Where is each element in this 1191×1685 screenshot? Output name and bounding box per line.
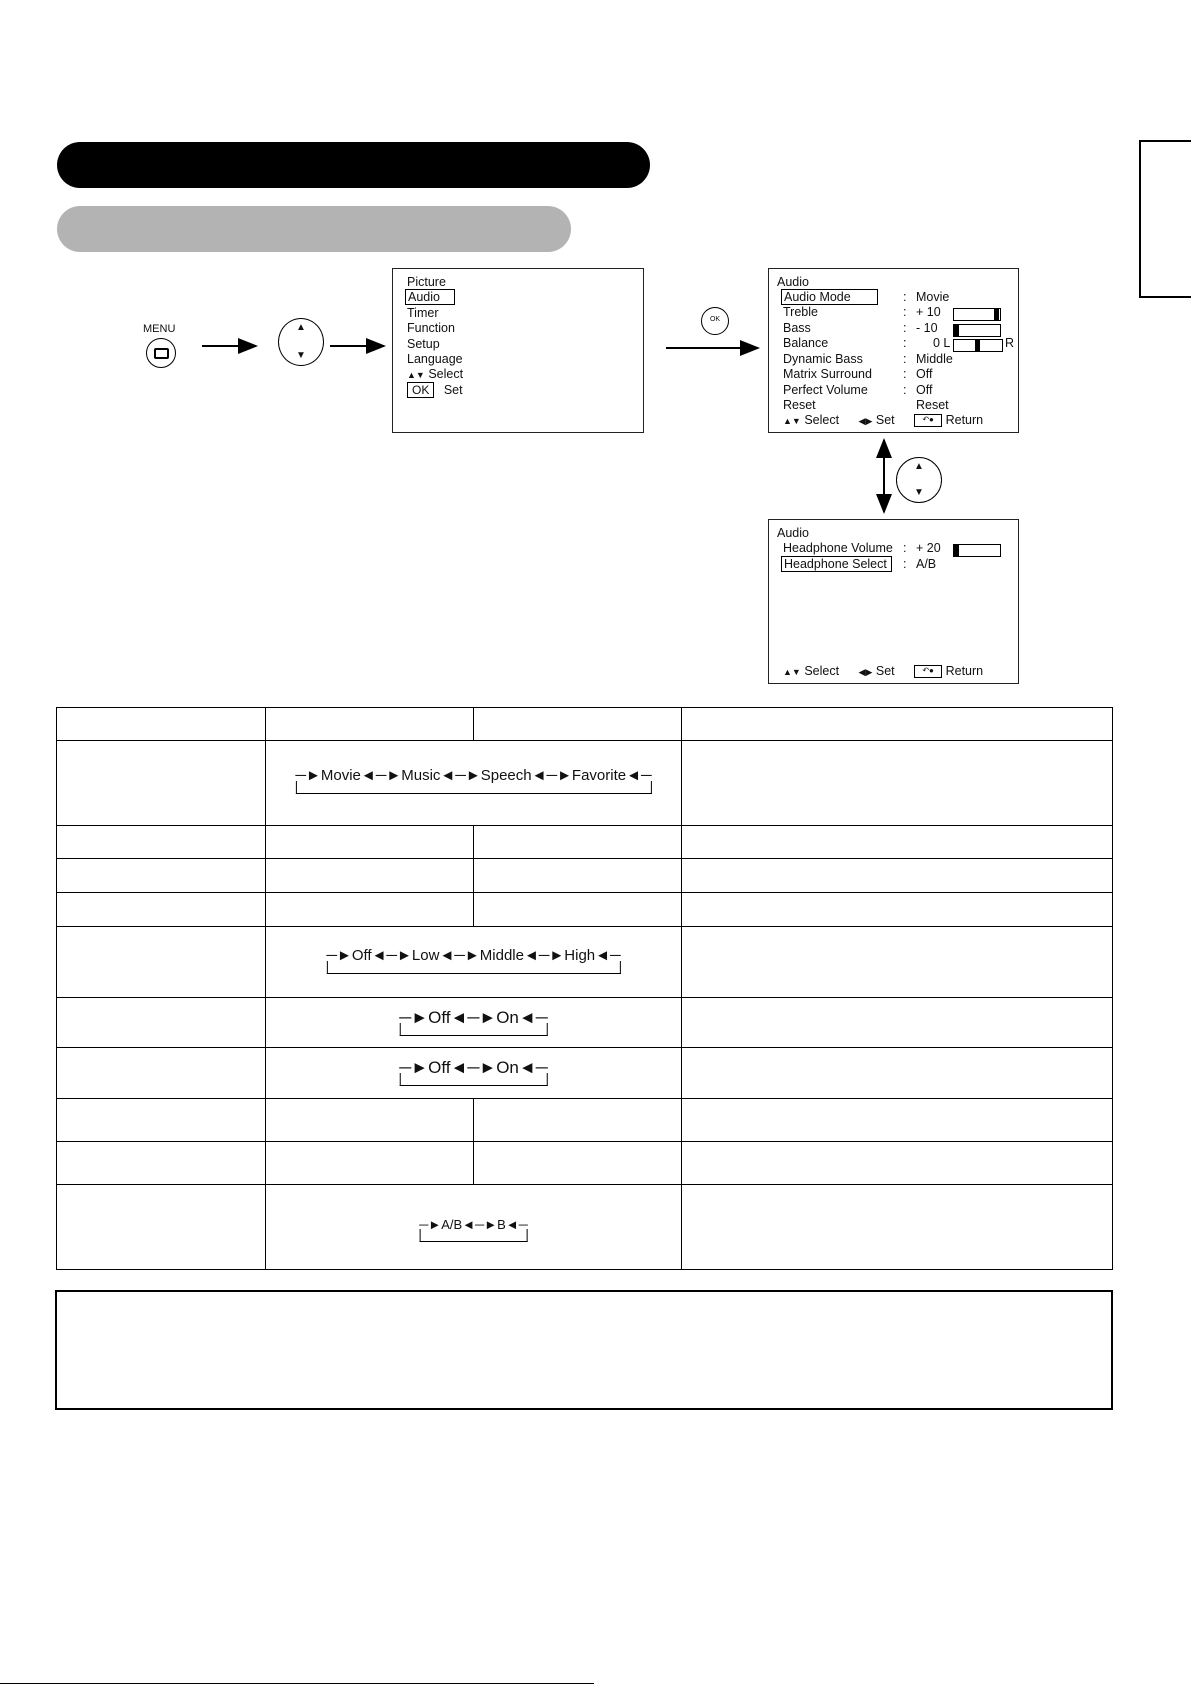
table-row-dynamic-bass <box>57 927 1113 998</box>
footer-return: Return <box>945 664 984 678</box>
table-row-headphone-select <box>57 1185 1113 1270</box>
up-arrow-icon: ▲ <box>296 322 306 333</box>
row-sep: : <box>903 383 907 397</box>
footer-select: Select <box>804 664 840 678</box>
hint-set: Set <box>443 383 463 397</box>
row-bass-label[interactable]: Bass <box>783 321 811 335</box>
audio-menu-title: Audio <box>777 526 809 540</box>
cycle-item: Middle <box>479 947 524 964</box>
row-sep: : <box>903 367 907 381</box>
cycle-arrow-back-icon: ◄─ <box>595 947 621 964</box>
return-key-icon: ↶● <box>914 414 942 427</box>
row-matrix-surround-label[interactable]: Matrix Surround <box>783 367 872 381</box>
left-right-icon: ◀▶ <box>858 416 873 426</box>
row-sep: : <box>903 336 907 350</box>
return-key-icon: ↶● <box>914 665 942 678</box>
cycle-item: High <box>564 947 596 964</box>
row-sep: : <box>903 557 907 571</box>
perfect-volume-cycle <box>399 1058 548 1078</box>
hint-select: Select <box>428 367 464 381</box>
cycle-item: B <box>497 1217 506 1232</box>
cycle-loop-line <box>326 961 620 974</box>
left-right-icon: ◀▶ <box>858 667 873 677</box>
audio-menu-title: Audio <box>777 275 809 289</box>
cycle-item: On <box>496 1058 519 1077</box>
menu-item-timer[interactable]: Timer <box>407 306 439 320</box>
row-sep: : <box>903 541 907 555</box>
menu-button-label: MENU <box>143 323 176 335</box>
row-balance-label[interactable]: Balance <box>783 336 829 350</box>
row-audio-mode-value: Movie <box>916 290 950 304</box>
cycle-item: Speech <box>480 767 532 784</box>
down-arrow-icon: ▼ <box>914 487 924 498</box>
cycle-item: Movie <box>320 767 361 784</box>
up-down-button[interactable] <box>278 318 324 366</box>
row-sep: : <box>903 305 907 319</box>
up-down-icon: ▲▼ <box>783 416 801 426</box>
table-row-perfect-volume <box>57 1048 1113 1099</box>
menu-item-function[interactable]: Function <box>407 321 455 335</box>
matrix-surround-cycle <box>399 1008 548 1028</box>
audio-menu-screen-2 <box>768 519 1019 684</box>
cycle-double-arrow-icon: ◄─► <box>440 767 481 784</box>
row-bass-value: - 10 <box>916 321 938 335</box>
row-headphone-volume-label[interactable]: Headphone Volume <box>783 541 893 555</box>
cycle-double-arrow-icon: ◄─► <box>360 767 402 784</box>
cycle-arrow-in-icon: ─► <box>399 1058 429 1077</box>
row-sep: : <box>903 352 907 366</box>
cycle-double-arrow-icon: ◄─► <box>531 767 572 784</box>
row-reset-label[interactable]: Reset <box>783 398 816 412</box>
cycle-item: Off <box>428 1058 451 1077</box>
cycle-arrow-back-icon: ◄─ <box>626 767 652 784</box>
cycle-item: Music <box>401 767 441 784</box>
row-audio-mode-label[interactable]: Audio Mode <box>781 289 878 305</box>
up-down-icon: ▲▼ <box>407 370 425 380</box>
row-dynamic-bass-label[interactable]: Dynamic Bass <box>783 352 863 366</box>
cycle-item: A/B <box>441 1217 463 1232</box>
table-row-matrix-surround <box>57 998 1113 1048</box>
table-row <box>57 859 1113 893</box>
row-sep: : <box>903 290 907 304</box>
headphone-volume-gauge <box>953 544 1001 557</box>
cycle-item: Favorite <box>571 767 627 784</box>
cycle-item: Off <box>351 947 372 964</box>
cycle-double-arrow-icon: ◄─► <box>523 947 565 964</box>
cycle-loop-line <box>419 1229 528 1242</box>
ok-key-icon: OK <box>407 382 434 398</box>
row-dynamic-bass-value: Middle <box>916 352 953 366</box>
table-row <box>57 1142 1113 1185</box>
balance-gauge <box>953 339 1003 352</box>
menu-item-language[interactable]: Language <box>407 352 463 366</box>
down-arrow-icon: ▼ <box>296 350 306 361</box>
row-reset-value: Reset <box>916 398 949 412</box>
cycle-item: Off <box>428 1008 451 1027</box>
footer-return: Return <box>945 413 984 427</box>
table-row <box>57 1099 1113 1142</box>
row-perfect-volume-label[interactable]: Perfect Volume <box>783 383 868 397</box>
cycle-double-arrow-icon: ◄─► <box>371 947 412 964</box>
row-matrix-surround-value: Off <box>916 367 933 381</box>
row-headphone-select-value: A/B <box>916 557 937 571</box>
dynamic-bass-cycle <box>326 947 620 964</box>
footer-select: Select <box>804 413 840 427</box>
row-balance-value: 0 L <box>933 336 951 350</box>
row-treble-value: + 10 <box>916 305 941 319</box>
audio-menu-screen-1 <box>768 268 1019 433</box>
menu-item-setup[interactable]: Setup <box>407 337 440 351</box>
menu-item-audio[interactable]: Audio <box>405 289 455 305</box>
cycle-double-arrow-icon: ◄─► <box>439 947 480 964</box>
cycle-arrow-back-icon: ◄─ <box>518 1008 548 1027</box>
cycle-double-arrow-icon: ◄─► <box>462 1217 498 1232</box>
ok-button[interactable]: OK <box>701 307 729 335</box>
note-box <box>55 1290 1113 1410</box>
cycle-item: On <box>496 1008 519 1027</box>
cycle-arrow-in-icon: ─► <box>326 947 352 964</box>
row-headphone-volume-value: + 20 <box>916 541 941 555</box>
main-menu-screen <box>392 268 644 433</box>
cycle-loop-line <box>399 1073 548 1086</box>
audio-mode-cycle <box>295 767 651 784</box>
footer-rule <box>0 1683 594 1684</box>
cycle-double-arrow-icon: ◄─► <box>450 1058 497 1077</box>
up-arrow-icon: ▲ <box>914 461 924 472</box>
row-sep: : <box>903 321 907 335</box>
balance-right-label: R <box>1005 336 1015 350</box>
row-treble-label[interactable]: Treble <box>783 305 818 319</box>
audio-settings-table <box>56 707 1113 1270</box>
cycle-loop-line <box>399 1023 548 1036</box>
cycle-arrow-in-icon: ─► <box>295 767 321 784</box>
table-row <box>57 826 1113 859</box>
footer-set: Set <box>875 664 895 678</box>
row-headphone-select-label[interactable]: Headphone Select <box>781 556 892 572</box>
cycle-arrow-back-icon: ◄─ <box>505 1217 528 1232</box>
table-row-audio-mode <box>57 741 1113 826</box>
cycle-item: Low <box>411 947 440 964</box>
treble-gauge <box>953 308 1001 321</box>
cycle-arrow-in-icon: ─► <box>419 1217 442 1232</box>
cycle-arrow-in-icon: ─► <box>399 1008 429 1027</box>
up-down-button-2[interactable] <box>896 457 942 503</box>
cycle-arrow-back-icon: ◄─ <box>518 1058 548 1077</box>
menu-item-picture[interactable]: Picture <box>407 275 446 289</box>
bass-gauge <box>953 324 1001 337</box>
row-perfect-volume-value: Off <box>916 383 933 397</box>
up-down-icon: ▲▼ <box>783 667 801 677</box>
cycle-double-arrow-icon: ◄─► <box>450 1008 497 1027</box>
headphone-select-cycle <box>419 1217 528 1232</box>
footer-set: Set <box>875 413 895 427</box>
table-header-row <box>57 708 1113 741</box>
table-row <box>57 893 1113 927</box>
cycle-loop-line <box>295 781 651 794</box>
